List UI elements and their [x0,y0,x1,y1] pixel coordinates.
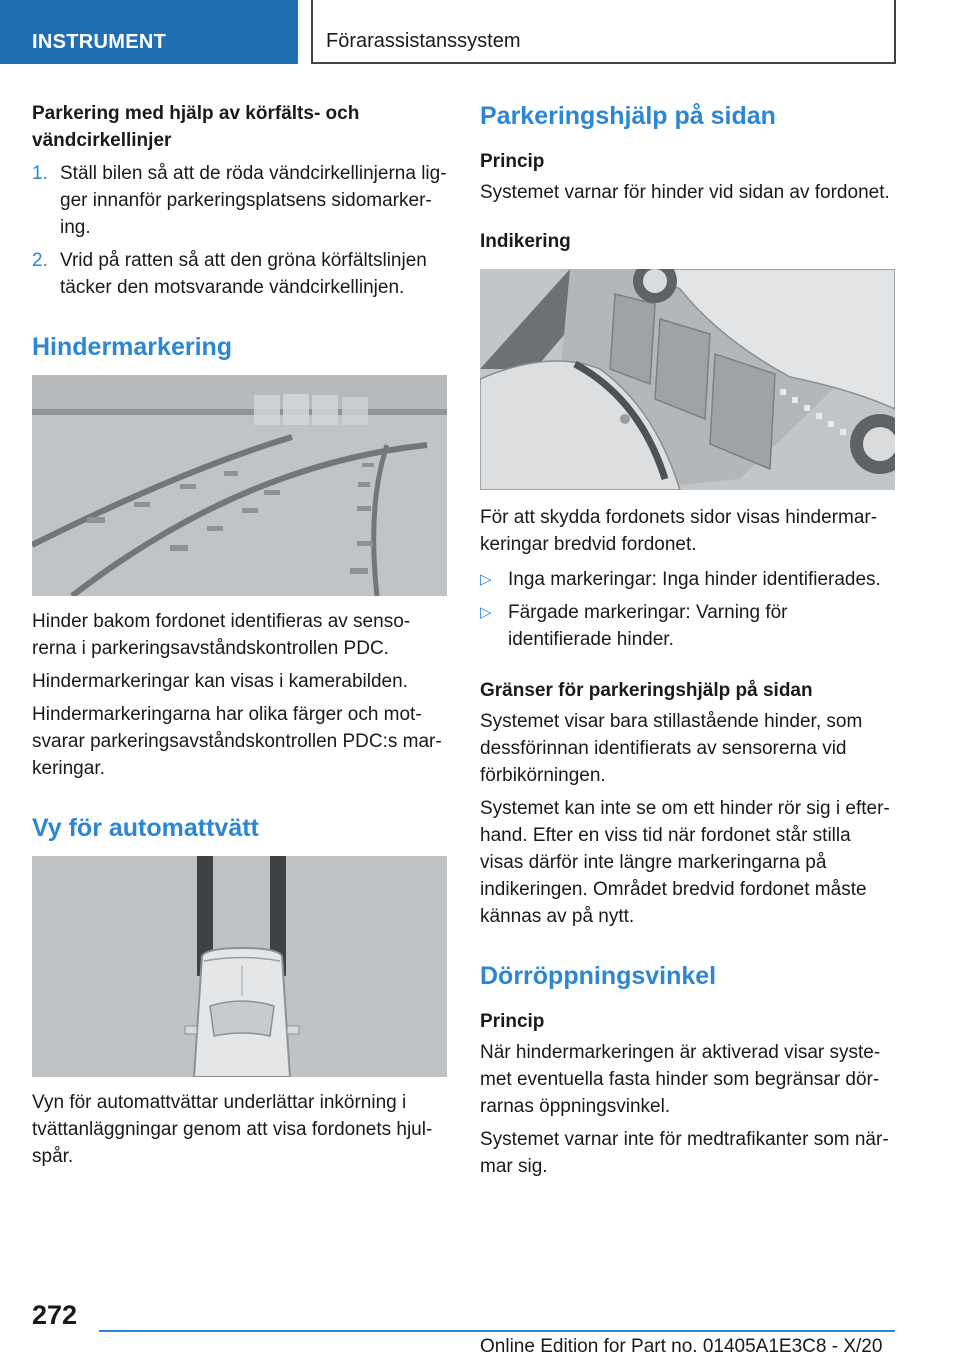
door-paragraph-2: Systemet varnar inte för medtrafikanter som närmar sig. [480,1129,889,1177]
right-column [480,100,895,1180]
footer-edition: Online Edition for Part no. 01405A1E3C8 - X/20 [480,1336,883,1357]
door-paragraph-1: När hindermarkeringen är aktiverad visar systemet eventuella fasta hinder som begränsar dörrarnas öppningsvinkel. [480,1042,881,1117]
step-text: Vrid på ratten så att den gröna körfältslinjen täcker den motsvarande vändcirkellinjen. [60,250,427,298]
section-tab: INSTRUMENT [0,0,298,64]
side-parking-figure [480,269,895,490]
obstacle-paragraph-2: Hindermarkeringar kan visas i kamerabilden. [32,671,408,692]
step-text: Ställ bilen så att de röda vändcirkellinjerna ligger innanför parkeringsplatsens sidomarkering. [60,163,447,238]
list-item [32,247,447,301]
limits-paragraph-2: Systemet kan inte se om ett hinder rör sig i efterhand. Efter en viss tid när fordonet står stilla visas därför inte längre markeringarna på indikeringen. Området bredvid fordonet måste kännas av på nytt. [480,798,890,927]
obstacle-marking-figure [32,375,447,596]
display-paragraph: För att skydda fordonets sidor visas hindermarkeringar bredvid fordonet. [480,507,878,555]
left-column [32,100,447,1170]
obstacle-paragraph-1: Hinder bakom fordonet identifieras av sensorerna i parkeringsavståndskontrollen PDC. [32,611,411,659]
limits-heading: Gränser för parkeringshjälp på sidan [480,680,813,701]
door-angle-heading: Dörröppningsvinkel [480,962,717,990]
parking-steps-list [32,160,447,301]
list-item [480,566,895,593]
chapter-title: Förarassistanssystem [311,0,896,64]
car-wash-view-heading: Vy för automattvätt [32,814,259,842]
step-number: 2. [32,250,48,271]
car-wash-paragraph: Vyn för automattvättar underlättar inkörning i tvättanläggningar genom att visa fordonets hjulspår. [32,1092,433,1167]
footer-divider [99,1330,895,1332]
list-item [480,599,895,653]
camera-view-illustration [32,375,447,596]
triangle-bullet-icon: ▷ [480,604,492,621]
parking-lines-heading: Parkering med hjälp av körfälts- och vändcirkellinjer [32,103,360,151]
door-principle-label: Princip [480,1011,545,1032]
display-label: Indikering [480,231,571,252]
obstacle-marking-heading: Hindermarkering [32,333,233,361]
car-wash-figure [32,856,447,1077]
list-item [32,160,447,241]
marking-bullet-list [480,566,895,653]
obstacle-paragraph-3: Hindermarkeringarna har olika färger och motsvarar parkeringsavståndskontrollen PDC:s markeringar. [32,704,442,779]
side-parking-heading: Parkeringshjälp på sidan [480,102,776,130]
page-number: 272 [32,1300,78,1330]
car-wash-illustration [32,856,447,1077]
side-parking-illustration [480,269,895,490]
step-number: 1. [32,163,48,184]
bullet-text: Inga markeringar: Inga hinder identifierades. [508,569,881,590]
principle-label: Princip [480,151,545,172]
principle-text: Systemet varnar för hinder vid sidan av fordonet. [480,182,890,203]
limits-paragraph-1: Systemet visar bara stillastående hinder, som dessförinnan identifierats av sensorerna vid förbikörningen. [480,711,863,786]
bullet-text: Färgade markeringar: Varning för identifierade hinder. [508,602,788,650]
triangle-bullet-icon: ▷ [480,571,492,588]
